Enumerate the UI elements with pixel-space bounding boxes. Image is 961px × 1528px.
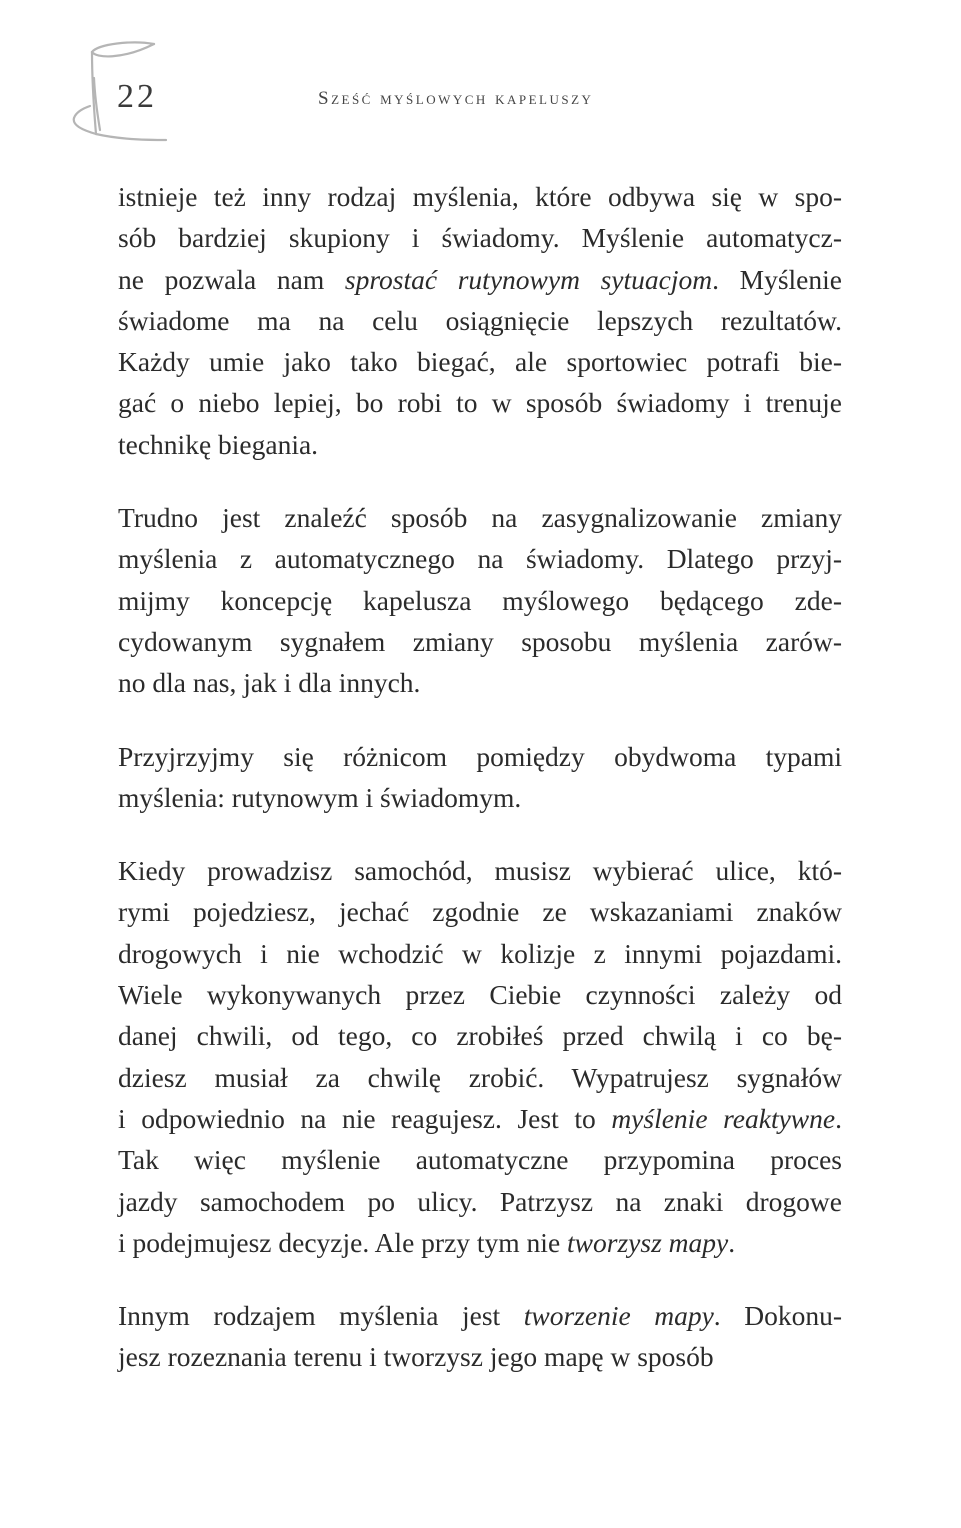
- text-segment: ne pozwala nam: [118, 263, 345, 295]
- paragraph: [118, 1295, 842, 1378]
- text-line: [118, 1295, 842, 1336]
- text-line: [118, 176, 842, 217]
- text-line: [118, 300, 842, 341]
- text-line: [118, 1336, 842, 1377]
- italic-text: tworzenie mapy: [523, 1300, 714, 1332]
- text-segment: istnieje też inny rodzaj myślenia, które odbywa się w spo-: [118, 181, 842, 212]
- text-line: [118, 538, 842, 579]
- text-line: [118, 217, 842, 258]
- text-segment: Tak więc myślenie automatyczne przypomina proces: [118, 1144, 842, 1176]
- body-text: [118, 176, 842, 1410]
- text-segment: cydowanym sygnałem zmiany sposobu myślenia zarów-: [118, 625, 842, 657]
- text-segment: . Myślenie: [712, 263, 842, 295]
- italic-text: myślenie reaktywne: [611, 1102, 836, 1134]
- italic-text: sprostać rutynowym sytuacjom: [344, 263, 713, 295]
- running-title: Sześć myślowych kapeluszy: [318, 88, 594, 109]
- text-segment: Kiedy prowadzisz samochód, musisz wybierać ulice, któ-: [118, 855, 842, 887]
- text-segment: rymi pojedziesz, jechać zgodnie ze wskazaniami znaków: [118, 896, 842, 928]
- page-number: 22: [117, 78, 157, 115]
- paragraph: [118, 736, 842, 819]
- text-segment: . Dokonu-: [713, 1300, 842, 1332]
- text-line: [118, 850, 842, 891]
- text-segment: Przyjrzyjmy się różnicom pomiędzy obydwoma typami: [118, 740, 842, 772]
- text-segment: .: [728, 1226, 736, 1258]
- text-line: [118, 933, 842, 974]
- text-line: [118, 580, 842, 621]
- text-line: [118, 341, 842, 382]
- text-segment: technikę biegania.: [118, 428, 319, 460]
- text-line: [118, 1057, 842, 1098]
- text-segment: Innym rodzajem myślenia jest: [118, 1300, 524, 1332]
- text-segment: i podejmujesz decyzje. Ale przy tym nie: [118, 1226, 568, 1258]
- text-line: [118, 736, 842, 777]
- text-line: [118, 497, 842, 538]
- paragraph: [118, 176, 842, 465]
- text-segment: Trudno jest znaleźć sposób na zasygnalizowanie zmiany: [118, 502, 842, 534]
- text-line: [118, 662, 842, 703]
- text-line: [118, 259, 842, 300]
- text-segment: i odpowiednio na nie reagujesz. Jest to: [118, 1102, 612, 1134]
- text-segment: mijmy koncepcję kapelusza myślowego będącego zde-: [118, 584, 842, 616]
- text-segment: Wiele wykonywanych przez Ciebie czynności zależy od: [118, 979, 842, 1011]
- text-line: [118, 1222, 842, 1263]
- text-line: [118, 1015, 842, 1056]
- text-segment: sób bardziej skupiony i świadomy. Myślenie automatycz-: [118, 222, 842, 254]
- paragraph: [118, 497, 842, 703]
- text-segment: świadome ma na celu osiągnięcie lepszych rezultatów.: [118, 304, 842, 336]
- paragraph: [118, 850, 842, 1263]
- text-segment: dziesz musiał za chwilę zrobić. Wypatrujesz sygnałów: [118, 1061, 842, 1093]
- text-line: [118, 1098, 842, 1139]
- text-segment: myślenia: rutynowym i świadomym.: [118, 781, 522, 813]
- text-line: [118, 621, 842, 662]
- text-line: [118, 382, 842, 423]
- text-line: [118, 974, 842, 1015]
- text-segment: jazdy samochodem po ulicy. Patrzysz na znaki drogowe: [118, 1185, 842, 1217]
- text-segment: Każdy umie jako tako biegać, ale sportowiec potrafi bie-: [118, 346, 842, 378]
- text-segment: drogowych i nie wchodzić w kolizje z innymi pojazdami.: [118, 937, 842, 969]
- text-line: [118, 777, 842, 818]
- text-line: [118, 1139, 842, 1180]
- text-segment: no dla nas, jak i dla innych.: [118, 667, 421, 699]
- italic-text: tworzysz mapy: [567, 1226, 729, 1258]
- text-segment: gać o niebo lepiej, bo robi to w sposób świadomy i trenuje: [118, 387, 842, 419]
- text-segment: jesz rozeznania terenu i tworzysz jego mapę w sposób: [118, 1341, 714, 1373]
- text-line: [118, 424, 842, 465]
- text-line: [118, 891, 842, 932]
- text-segment: myślenia z automatycznego na świadomy. Dlatego przyj-: [118, 543, 842, 575]
- text-segment: danej chwili, od tego, co zrobiłeś przed chwilą i co bę-: [118, 1020, 842, 1052]
- text-line: [118, 1181, 842, 1222]
- text-segment: .: [835, 1102, 842, 1134]
